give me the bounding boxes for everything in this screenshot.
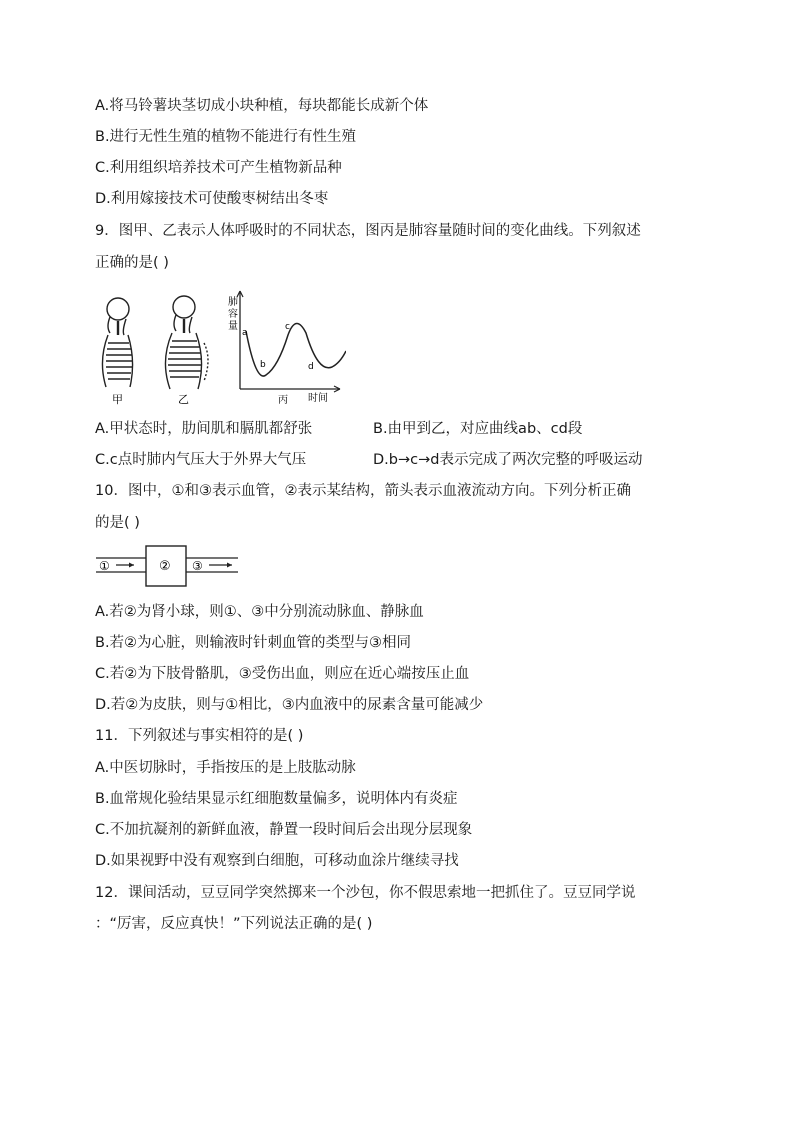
q9-breathing-figure <box>96 283 346 408</box>
q9-stem-line1: 9．图甲、乙表示人体呼吸时的不同状态，图丙是肺容量随时间的变化曲线。下列叙述 <box>95 223 641 239</box>
y-axis-label-1: 肺 <box>228 297 238 308</box>
q10-vessel-diagram <box>96 544 246 590</box>
q10-option-d: D.若②为皮肤，则与①相比，③内血液中的尿素含量可能减少 <box>95 697 484 713</box>
q10-option-c: C.若②为下肢骨骼肌，③受伤出血，则应在近心端按压止血 <box>95 666 470 682</box>
y-axis-label-3: 量 <box>228 321 238 332</box>
q9-option-a: A.甲状态时，肋间肌和膈肌都舒张 <box>95 421 313 437</box>
q8-option-d: D.利用嫁接技术可使酸枣树结出冬枣 <box>95 191 329 207</box>
point-a: a <box>242 328 248 338</box>
y-axis-label-2: 容 <box>228 309 238 320</box>
lung-volume-graph <box>237 291 346 392</box>
point-d: d <box>308 362 314 372</box>
vessel-label-3: ③ <box>192 559 203 573</box>
q9-option-c: C.c点时肺内气压大于外界大气压 <box>95 452 307 468</box>
q11-option-b: B.血常规化验结果显示红细胞数量偏多，说明体内有炎症 <box>95 791 458 807</box>
point-b: b <box>260 360 266 370</box>
q12-stem-line2: ：“厉害，反应真快！”下列说法正确的是( ) <box>95 916 373 932</box>
q9-stem-line2: 正确的是( ) <box>95 255 169 271</box>
label-jia: 甲 <box>112 393 123 406</box>
q11-option-c: C.不加抗凝剂的新鲜血液，静置一段时间后会出现分层现象 <box>95 822 473 838</box>
label-bing: 丙 <box>278 395 288 406</box>
x-axis-label: 时间 <box>308 393 328 404</box>
torso-figure-jia <box>102 298 132 387</box>
q9-option-b: B.由甲到乙，对应曲线ab、cd段 <box>373 421 583 437</box>
label-yi: 乙 <box>178 393 189 406</box>
q11-stem: 11．下列叙述与事实相符的是( ) <box>95 728 304 744</box>
q8-option-b: B.进行无性生殖的植物不能进行有性生殖 <box>95 129 357 145</box>
point-c: c <box>285 322 290 332</box>
q10-option-b: B.若②为心脏，则输液时针刺血管的类型与③相同 <box>95 635 412 651</box>
q8-option-c: C.利用组织培养技术可产生植物新品种 <box>95 160 342 176</box>
torso-figure-yi <box>165 296 208 389</box>
q8-option-a: A.将马铃薯块茎切成小块种植，每块都能长成新个体 <box>95 98 429 114</box>
q9-option-d: D.b→c→d表示完成了两次完整的呼吸运动 <box>373 452 643 468</box>
q12-stem-line1: 12．课间活动，豆豆同学突然掷来一个沙包，你不假思索地一把抓住了。豆豆同学说 <box>95 885 636 901</box>
q11-option-a: A.中医切脉时，手指按压的是上肢肱动脉 <box>95 760 356 776</box>
vessel-label-1: ① <box>99 559 110 573</box>
q11-option-d: D.如果视野中没有观察到白细胞，可移动血涂片继续寻找 <box>95 853 459 869</box>
q10-stem-line2: 的是( ) <box>95 515 140 531</box>
structure-label-2: ② <box>159 559 171 574</box>
q10-option-a: A.若②为肾小球，则①、③中分别流动脉血、静脉血 <box>95 604 424 620</box>
q10-stem-line1: 10．图中，①和③表示血管，②表示某结构，箭头表示血液流动方向。下列分析正确 <box>95 483 631 499</box>
